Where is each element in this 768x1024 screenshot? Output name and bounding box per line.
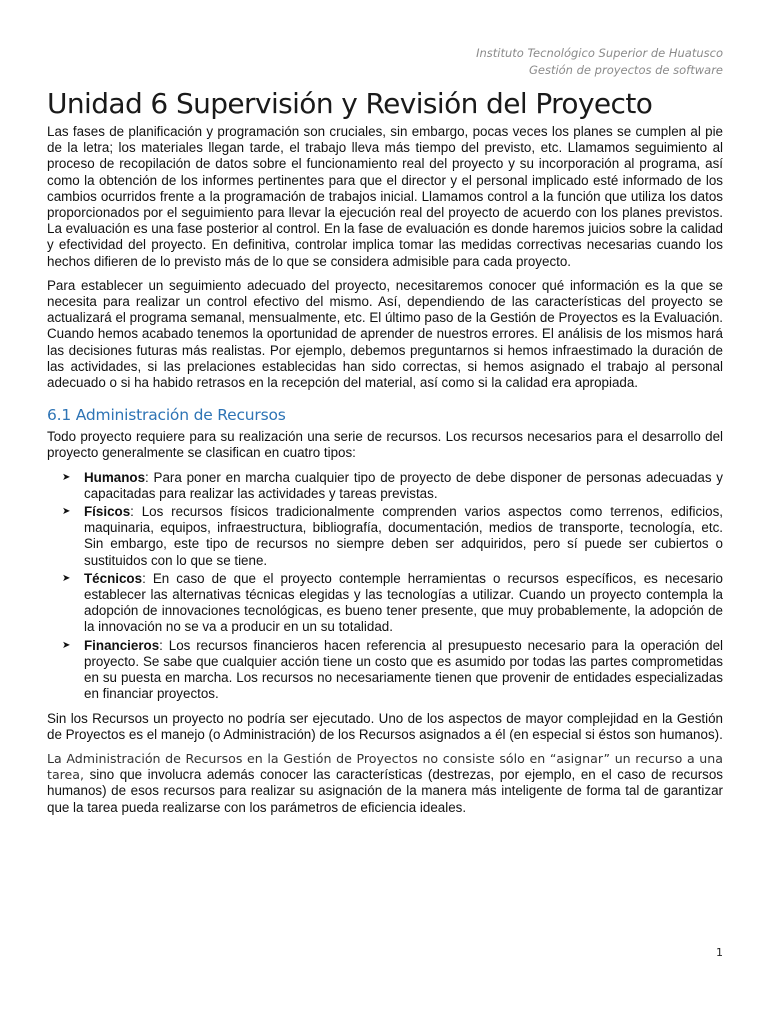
arrow-icon: ➤ xyxy=(62,506,71,518)
bullet-text: : Para poner en marcha cualquier tipo de proyecto de debe disponer de personas adecuadas y capacitadas para realizar las actividades y tareas previstas. xyxy=(84,469,723,501)
page-header xyxy=(476,45,723,79)
paragraph-2: Para establecer un seguimiento adecuado del proyecto, necesitaremos conocer qué información es la que se necesita para realizar un control efectivo del mismo. Así, dependiendo de las características del proyecto se actualizará el programa semanal, mensualmente, etc. El último paso de la Gestión de Proyectos es la Evaluación. Cuando hemos acabado tenemos la oportunidad de aprender de nuestros errores. El análisis de los mismos hará las decisiones futuras más realistas. Por ejemplo, debemos preguntarnos si hemos infraestimado la duración de las actividades, si las prelaciones establecidas han sido correctas, si hemos asignado el trabajo al personal adecuado o si ha habido retrasos en la recepción del material, así como si la calidad era apropiada. xyxy=(47,277,723,391)
paragraph-after-list: Sin los Recursos un proyecto no podría ser ejecutado. Uno de los aspectos de mayor complejidad en la Gestión de Proyectos es el manejo (o Administración) de los Recursos asignados a él (en especial si éstos son humanos). xyxy=(47,710,723,742)
list-item xyxy=(62,637,723,703)
bullet-term: Humanos xyxy=(84,469,146,485)
page-title: Unidad 6 Supervisión y Revisión del Proyecto xyxy=(47,87,653,120)
arrow-icon: ➤ xyxy=(62,639,71,651)
bullet-term: Financieros xyxy=(84,637,160,653)
resource-types-list xyxy=(47,470,723,703)
bullet-term: Físicos xyxy=(84,504,131,520)
paragraph-last-rest: sino que involucra además conocer las características (destrezas, por ejemplo, en el caso de recursos humanos) de esos recursos para realizar su asignación de la manera más inteligente de forma tal de garantizar que la tarea pueda realizarse con los parámetros de eficiencia ideales. xyxy=(47,767,723,815)
header-course: Gestión de proyectos de software xyxy=(528,63,723,77)
section-intro: Todo proyecto requiere para su realización una serie de recursos. Los recursos necesarios para el desarrollo del proyecto generalmente se clasifican en cuatro tipos: xyxy=(47,429,723,461)
page-number: 1 xyxy=(716,946,723,959)
bullet-text: : En caso de que el proyecto contemple herramientas o recursos específicos, es necesario establecer las alternativas técnicas elegidas y las tecnologías a utilizar. Cuando un proyecto contempla la adopción de innovaciones tecnológicas, es bueno tener presente, que muy probablemente, la adopción de la innovación no se va a producir en un su totalidad. xyxy=(84,570,723,635)
section-heading: 6.1 Administración de Recursos xyxy=(47,406,286,425)
bullet-term: Técnicos xyxy=(84,570,143,586)
list-item xyxy=(62,504,723,569)
paragraph-last-lead: La Administración de Recursos en la Gestión de Proyectos no consiste sólo en “asignar” un recurso a una tarea, xyxy=(47,750,723,783)
document-page xyxy=(47,0,723,1024)
header-institute: Instituto Tecnológico Superior de Huatusco xyxy=(476,46,723,60)
document-body xyxy=(47,124,723,824)
arrow-icon: ➤ xyxy=(62,572,71,584)
paragraph-1: Las fases de planificación y programación son cruciales, sin embargo, pocas veces los planes se cumplen al pie de la letra; los materiales llegan tarde, el trabajo lleva más tiempo del previsto, etc. Llamamos seguimiento al proceso de recopilación de datos sobre el funcionamiento real del proyecto y su incorporación al programa, así como la obtención de los informes pertinentes para que el director y el personal implicado esté informado de los cambios ocurridos frente a la programación de trabajos inicial. Llamamos control a la función que utiliza los datos proporcionados por el seguimiento para llevar la ejecución real del proyecto de acuerdo con los planes previstos. La evaluación es una fase posterior al control. En la fase de evaluación es donde haremos juicios sobre la calidad y efectividad del proyecto. En definitiva, controlar implica tomar las medidas correctivas necesarias cuando los hechos difieren de lo previsto más de lo que se considera admisible para cada proyecto. xyxy=(47,124,723,269)
list-item xyxy=(62,469,723,502)
arrow-icon: ➤ xyxy=(62,471,71,483)
bullet-text: : Los recursos físicos tradicionalmente comprenden varios aspectos como terrenos, edificios, maquinaria, equipos, infraestructura, bibliografía, documentación, medios de transporte, tecnología, etc. Sin embargo, este tipo de recursos no siempre deben ser adquiridos, pero sí puede ser cubiertos o sustituidos con lo que se tiene. xyxy=(84,504,723,568)
list-item xyxy=(62,570,723,636)
paragraph-last xyxy=(47,751,723,816)
bullet-text: : Los recursos financieros hacen referencia al presupuesto necesario para la operación del proyecto. Se sabe que cualquier acción tiene un costo que es asumido por todas las partes comprometidas en su puesta en marcha. Los recursos no necesariamente tienen que provenir de entidades especializadas en financiar proyectos. xyxy=(84,637,723,702)
